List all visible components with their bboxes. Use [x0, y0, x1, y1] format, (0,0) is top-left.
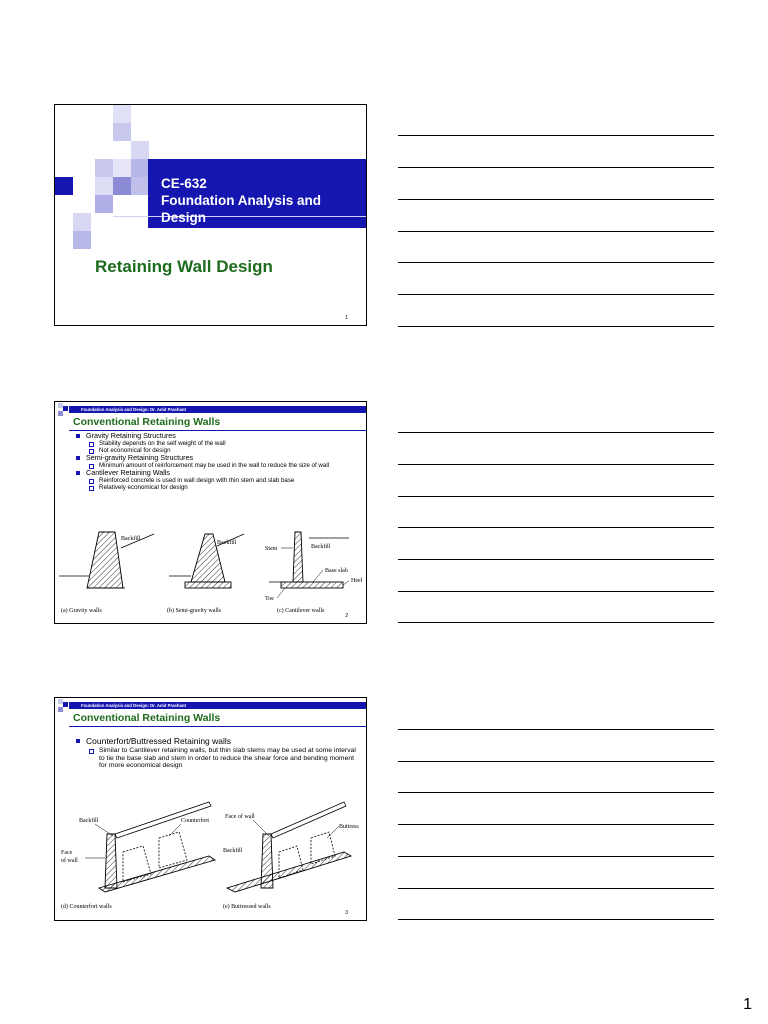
- semi-gravity-wall-figure: [167, 534, 244, 614]
- bullet: Gravity Retaining Structures: [75, 432, 360, 440]
- note-line: [398, 919, 714, 920]
- label-stem: Stem: [265, 546, 278, 552]
- label-of-wall: of wall: [61, 858, 78, 864]
- label-counterfort: Counterfort: [181, 818, 209, 824]
- course-heading: [161, 175, 361, 226]
- note-line: [398, 622, 714, 623]
- caption-gravity: (a) Gravity walls: [61, 608, 102, 614]
- deco-square: [63, 702, 68, 707]
- label-buttress: Buttress: [339, 824, 359, 830]
- deco-square: [63, 406, 68, 411]
- label-heel: Heel: [351, 578, 363, 584]
- sub-bullet: Reinforced concrete is used in wall design with thin stem and slab base: [75, 477, 360, 484]
- note-line: [398, 729, 714, 730]
- label-backfill: Backfill: [311, 544, 331, 550]
- note-line: [398, 464, 714, 465]
- note-line: [398, 262, 714, 263]
- label-backfill: Backfill: [217, 540, 237, 546]
- note-line: [398, 294, 714, 295]
- deco-square: [131, 159, 149, 177]
- note-line: [398, 199, 714, 200]
- label-face-of-wall: Face of wall: [225, 814, 255, 820]
- sub-bullet: Minimum amount of reinforcement may be used in the wall to reduce the size of wall: [75, 462, 360, 469]
- slide-number: 1: [345, 315, 348, 321]
- slide-title: Retaining Wall Design: [95, 257, 273, 276]
- bullet: Cantilever Retaining Walls: [75, 469, 360, 477]
- slide-number: 3: [345, 910, 348, 916]
- cantilever-wall-figure: [265, 532, 363, 614]
- deco-square: [113, 177, 131, 195]
- bullet-list: [75, 432, 360, 491]
- counterfort-wall-figure: [61, 802, 215, 910]
- label-backfill: Backfill: [121, 536, 141, 542]
- sub-bullet: Relatively economical for design: [75, 484, 360, 491]
- deco-square: [58, 411, 63, 416]
- note-line: [398, 792, 714, 793]
- note-line: [398, 824, 714, 825]
- deco-square: [73, 231, 91, 249]
- bullet: Semi-gravity Retaining Structures: [75, 454, 360, 462]
- note-line: [398, 135, 714, 136]
- label-toe: Toe: [265, 596, 274, 602]
- note-line: [398, 559, 714, 560]
- note-line: [398, 761, 714, 762]
- note-line: [398, 167, 714, 168]
- slide-title: Conventional Retaining Walls: [73, 416, 221, 428]
- caption-counterfort: (d) Counterfort walls: [61, 904, 112, 910]
- sub-bullet: Similar to Cantilever retaining walls, but thin slab stems may be used at some interval to tie the base slab and stem in order to reduce the shear force and bending moment for more economical design: [75, 747, 360, 770]
- note-line: [398, 326, 714, 327]
- label-backfill: Backfill: [223, 848, 243, 854]
- deco-square: [131, 141, 149, 159]
- note-line: [398, 888, 714, 889]
- slide-header: Foundation Analysis and Design: Dr. Amit Prashant: [69, 702, 367, 709]
- label-backfill: Backfill: [79, 818, 99, 824]
- deco-square: [113, 159, 131, 177]
- title-underline: [69, 726, 367, 727]
- note-line: [398, 496, 714, 497]
- caption-semi-gravity: (b) Semi-gravity walls: [167, 608, 221, 614]
- buttressed-wall-figure: [223, 802, 359, 910]
- slide-title: Conventional Retaining Walls: [73, 712, 221, 724]
- bullet-list: [75, 736, 360, 770]
- note-line: [398, 856, 714, 857]
- deco-square: [95, 195, 113, 213]
- course-code: CE-632: [161, 176, 207, 191]
- caption-buttressed: (e) Buttressed walls: [223, 904, 271, 910]
- label-face: Face: [61, 850, 73, 856]
- label-base-slab: Base slab: [325, 568, 348, 574]
- counterfort-walls-diagram: [59, 792, 364, 916]
- bullet: Counterfort/Buttressed Retaining walls: [75, 736, 360, 747]
- deco-square: [95, 159, 113, 177]
- deco-square: [95, 177, 113, 195]
- course-name-line2: Design: [161, 210, 207, 225]
- slide-header: Foundation Analysis and Design: Dr. Amit Prashant: [69, 406, 367, 413]
- deco-square: [113, 105, 131, 123]
- note-line: [398, 527, 714, 528]
- deco-square: [131, 177, 149, 195]
- slide-1: [54, 104, 367, 326]
- course-name-line1: Foundation Analysis and: [161, 193, 322, 208]
- page-number: 1: [743, 996, 752, 1013]
- sub-bullet: Stability depends on the self weight of the wall: [75, 440, 360, 447]
- deco-square: [73, 213, 91, 231]
- sub-bullet: Not economical for design: [75, 447, 360, 454]
- deco-square: [58, 707, 63, 712]
- slide-number: 2: [345, 613, 348, 619]
- note-line: [398, 591, 714, 592]
- slide-2: [54, 401, 367, 624]
- note-line: [398, 231, 714, 232]
- deco-square: [55, 177, 73, 195]
- deco-square: [113, 123, 131, 141]
- gravity-wall-figure: [59, 532, 154, 614]
- retaining-walls-diagram: [59, 520, 364, 620]
- slide-3: [54, 697, 367, 921]
- note-line: [398, 432, 714, 433]
- caption-cantilever: (c) Cantilever walls: [277, 608, 325, 614]
